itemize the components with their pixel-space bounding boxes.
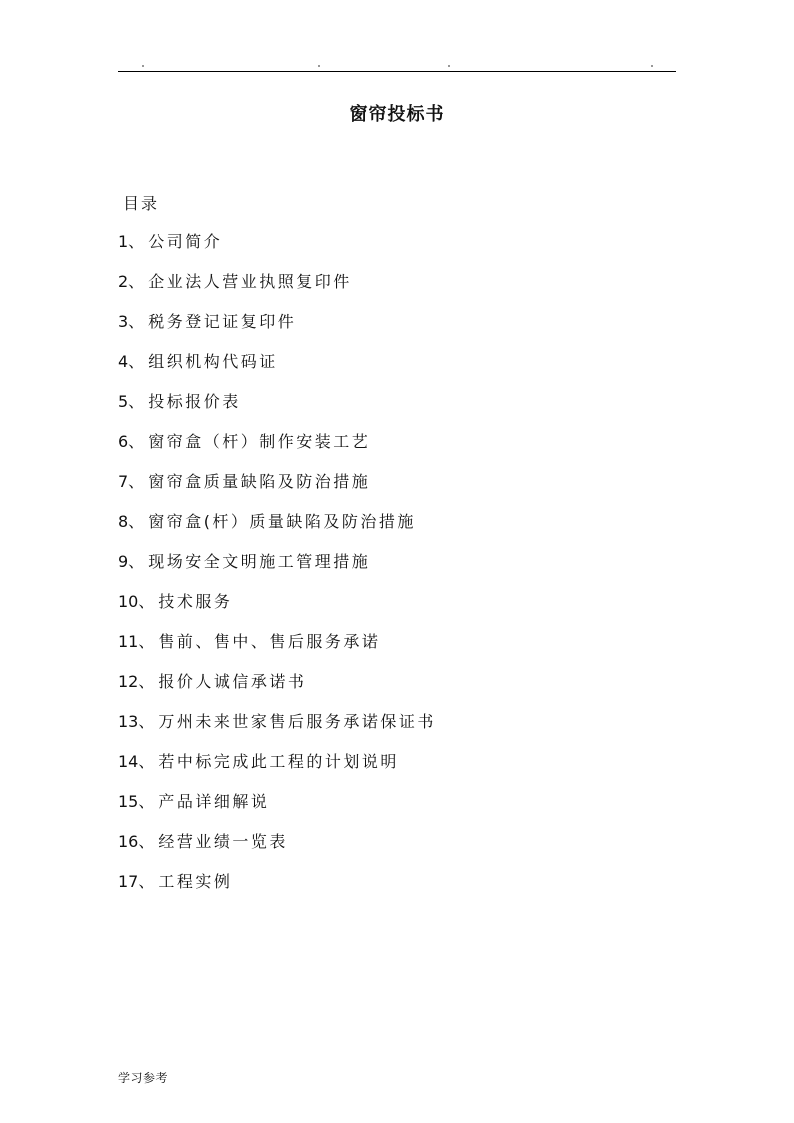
toc-item-number: 13、 <box>118 712 155 731</box>
toc-item-number: 5、 <box>118 392 145 411</box>
toc-item <box>118 830 436 870</box>
toc-item <box>118 430 436 470</box>
toc-item-number: 16、 <box>118 832 155 851</box>
toc-item <box>118 310 436 350</box>
toc-item-number: 14、 <box>118 752 155 771</box>
toc-item-text: 技术服务 <box>158 592 233 611</box>
page-footer: 学习参考 <box>118 1071 169 1085</box>
toc-item-number: 9、 <box>118 552 145 571</box>
header-dot <box>448 65 450 67</box>
header-dot <box>651 65 653 67</box>
toc-item-number: 11、 <box>118 632 155 651</box>
toc-item-number: 10、 <box>118 592 155 611</box>
table-of-contents <box>118 230 436 910</box>
toc-item-number: 17、 <box>118 872 155 891</box>
toc-item-text: 经营业绩一览表 <box>158 832 288 851</box>
toc-item <box>118 670 436 710</box>
toc-item <box>118 590 436 630</box>
toc-item <box>118 270 436 310</box>
document-title: 窗帘投标书 <box>349 104 445 125</box>
toc-item-text: 现场安全文明施工管理措施 <box>148 552 371 571</box>
toc-item <box>118 870 436 910</box>
toc-item-text: 窗帘盒（杆）制作安装工艺 <box>148 432 371 451</box>
toc-item <box>118 790 436 830</box>
toc-item <box>118 350 436 390</box>
toc-item <box>118 750 436 790</box>
toc-item-text: 售前、售中、售后服务承诺 <box>158 632 381 651</box>
toc-item-number: 4、 <box>118 352 145 371</box>
toc-item <box>118 390 436 430</box>
toc-item-text: 公司简介 <box>148 232 223 251</box>
toc-item <box>118 550 436 590</box>
toc-item-number: 1、 <box>118 232 145 251</box>
toc-item-text: 窗帘盒(杆）质量缺陷及防治措施 <box>148 512 416 531</box>
toc-item-number: 15、 <box>118 792 155 811</box>
header-rule <box>118 71 676 72</box>
toc-item-number: 6、 <box>118 432 145 451</box>
toc-item-text: 投标报价表 <box>148 392 241 411</box>
toc-item-text: 若中标完成此工程的计划说明 <box>158 752 399 771</box>
toc-heading: 目录 <box>123 194 160 213</box>
toc-item-number: 8、 <box>118 512 145 531</box>
toc-item-text: 税务登记证复印件 <box>148 312 297 331</box>
toc-item <box>118 510 436 550</box>
toc-item-number: 12、 <box>118 672 155 691</box>
toc-item <box>118 710 436 750</box>
toc-item-text: 企业法人营业执照复印件 <box>148 272 352 291</box>
header-dot <box>318 65 320 67</box>
header-dot <box>142 65 144 67</box>
header-marks <box>118 62 676 70</box>
toc-item-text: 万州未来世家售后服务承诺保证书 <box>158 712 436 731</box>
toc-item <box>118 630 436 670</box>
toc-item <box>118 470 436 510</box>
toc-item <box>118 230 436 270</box>
toc-item-text: 工程实例 <box>158 872 233 891</box>
toc-item-text: 窗帘盒质量缺陷及防治措施 <box>148 472 371 491</box>
toc-item-text: 组织机构代码证 <box>148 352 278 371</box>
toc-item-number: 2、 <box>118 272 145 291</box>
toc-item-text: 产品详细解说 <box>158 792 270 811</box>
toc-item-text: 报价人诚信承诺书 <box>158 672 307 691</box>
toc-item-number: 7、 <box>118 472 145 491</box>
toc-item-number: 3、 <box>118 312 145 331</box>
